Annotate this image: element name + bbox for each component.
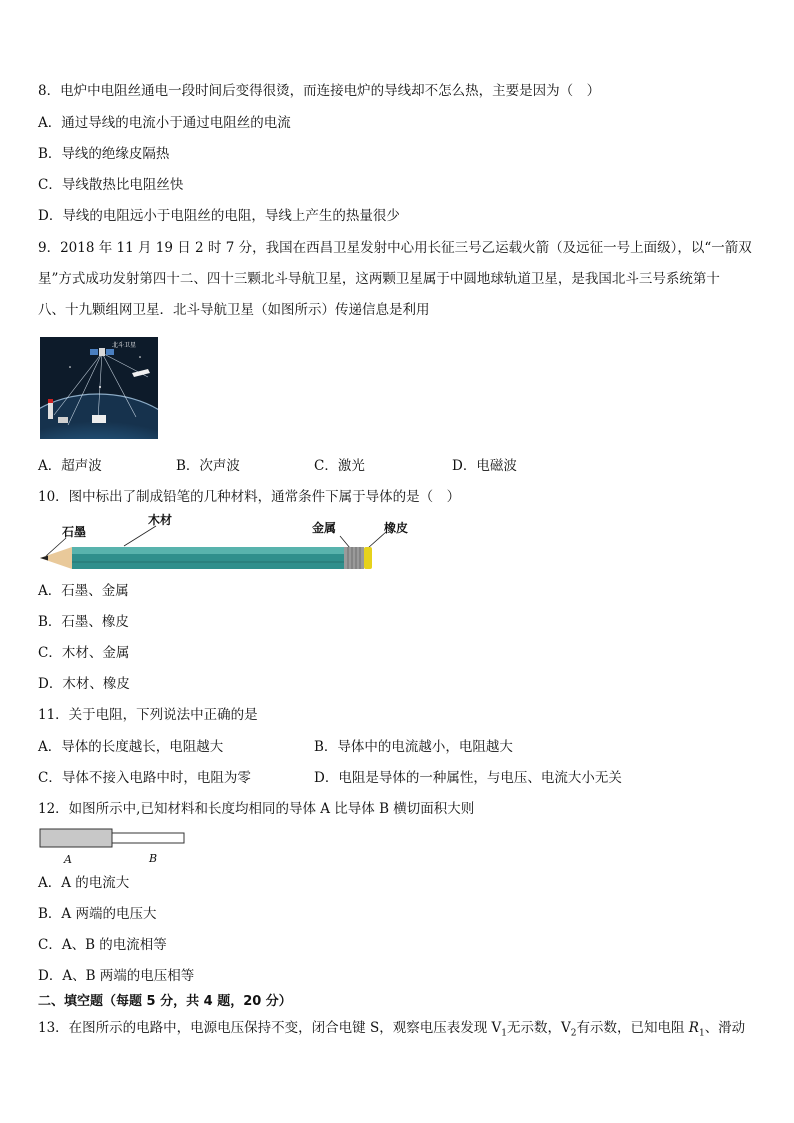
q9-stem-line2: 星”方式成功发射第四十二、四十三颗北斗导航卫星，这两颗卫星属于中圆地球轨道卫星，是我国北斗三号系统第十 — [38, 271, 720, 287]
conductor-figure — [38, 828, 188, 868]
q11-option-a: A．导体的长度越长，电阻越大 — [38, 739, 224, 755]
q8-option-b: B．导线的绝缘皮隔热 — [38, 146, 170, 162]
q9-option-c: C．激光 — [314, 458, 365, 474]
q9-stem-line3: 八、十九颗组网卫星．北斗导航卫星（如图所示）传递信息是利用 — [38, 302, 430, 318]
label-conductor-a: A — [64, 853, 72, 866]
label-wood: 木材 — [148, 513, 173, 527]
q9-option-b: B．次声波 — [176, 458, 240, 474]
q8-option-a: A．通过导线的电流小于通过电阻丝的电流 — [38, 115, 291, 131]
q9-stem-line1: 9．2018 年 11 月 19 日 2 时 7 分，我国在西昌卫星发射中心用长征三号乙运载火箭（及远征一号上面级），以“一箭双 — [38, 240, 752, 256]
q10-stem: 10．图中标出了制成铅笔的几种材料，通常条件下属于导体的是（ ） — [38, 489, 461, 505]
q11-option-d: D．电阻是导体的一种属性，与电压、电流大小无关 — [314, 770, 622, 786]
q11-stem: 11．关于电阻，下列说法中正确的是 — [38, 707, 258, 723]
q12-option-d: D．A、B 两端的电压相等 — [38, 968, 195, 984]
label-graphite: 石墨 — [62, 525, 87, 539]
q10-option-a: A．石墨、金属 — [38, 583, 129, 599]
q10-option-c: C．木材、金属 — [38, 645, 130, 661]
q8-stem: 8．电炉中电阻丝通电一段时间后变得很烫，而连接电炉的导线却不怎么热，主要是因为（ ） — [38, 83, 601, 99]
q10-option-b: B．石墨、橡皮 — [38, 614, 129, 630]
q12-stem: 12．如图所示中,已知材料和长度均相同的导体 A 比导体 B 横切面积大则 — [38, 801, 475, 817]
q11-option-b: B．导体中的电流越小，电阻越大 — [314, 739, 513, 755]
q9-option-d: D．电磁波 — [452, 458, 517, 474]
section-title-fill-in: 二、填空题（每题 5 分，共 4 题，20 分） — [38, 994, 292, 1009]
q8-option-c: C．导线散热比电阻丝快 — [38, 177, 184, 193]
q9-option-a: A．超声波 — [38, 458, 102, 474]
q11-option-c: C．导体不接入电路中时，电阻为零 — [38, 770, 251, 786]
q13-stem: 13．在图所示的电路中，电源电压保持不变，闭合电键 S，观察电压表发现 $V_1$无示数，$V_2$有示数，已知电阻 $R_1$、滑动 — [38, 1020, 746, 1039]
beidou-satellite-figure — [40, 337, 158, 439]
q12-option-a: A．A 的电流大 — [38, 875, 130, 891]
label-metal: 金属 — [312, 521, 337, 535]
satellite-label: 北斗卫星 — [112, 342, 137, 349]
q10-option-d: D．木材、橡皮 — [38, 676, 130, 692]
label-rubber: 橡皮 — [384, 521, 409, 535]
label-conductor-b: B — [149, 852, 158, 865]
pencil-figure — [36, 512, 416, 574]
q12-option-b: B．A 两端的电压大 — [38, 906, 157, 922]
q8-option-d: D．导线的电阻远小于电阻丝的电阻，导线上产生的热量很少 — [38, 208, 400, 224]
q12-option-c: C．A、B 的电流相等 — [38, 937, 167, 953]
